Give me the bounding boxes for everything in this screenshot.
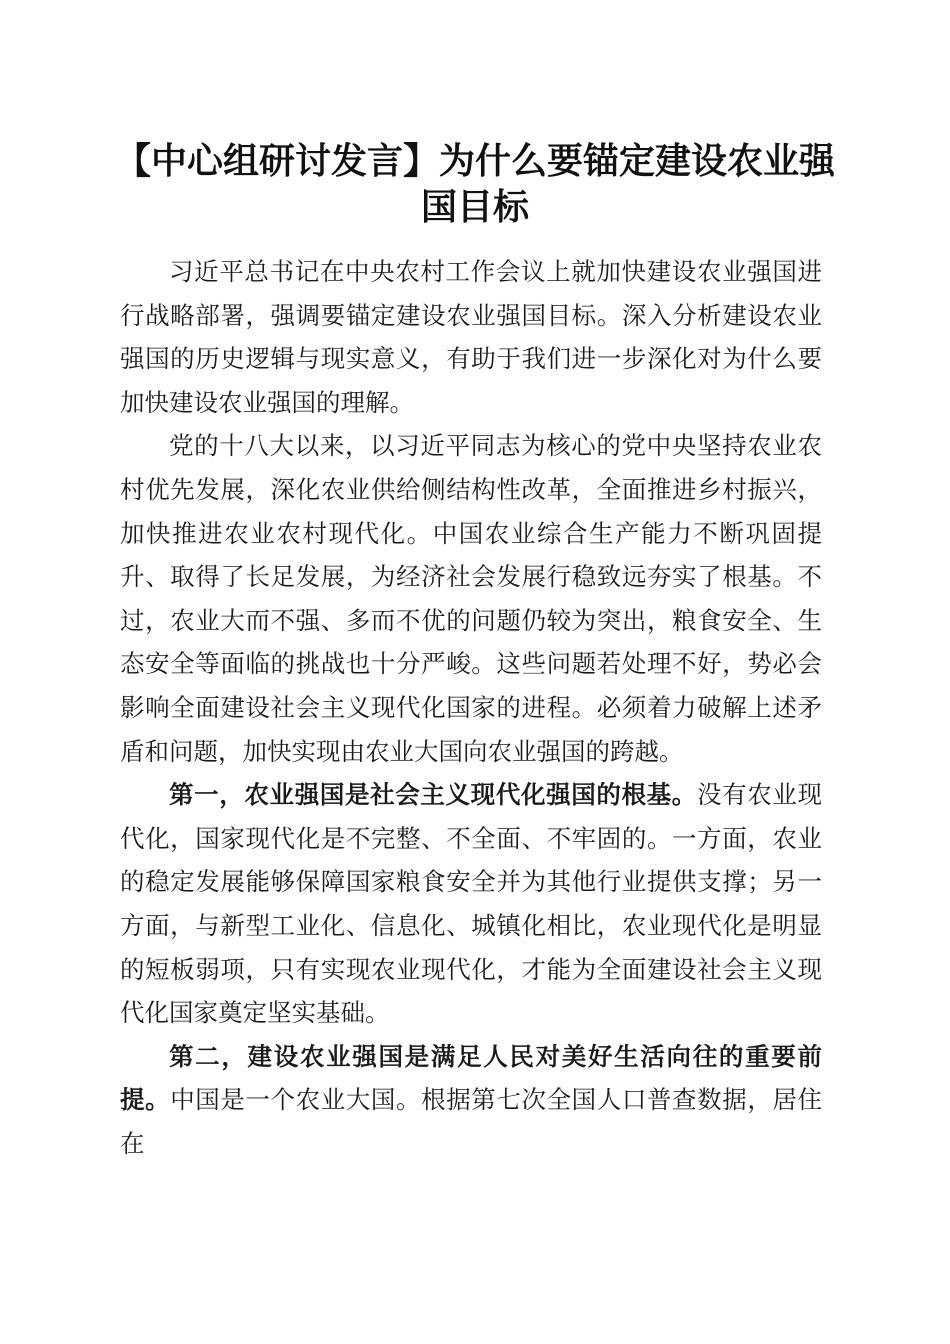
paragraph-text: 中国是一个农业大国。根据第七次全国人口普查数据，居住在	[120, 1085, 822, 1158]
paragraph-lead: 第一，农业强国是社会主义现代化强国的根基。	[169, 780, 697, 810]
paragraph-intro	[120, 250, 822, 424]
paragraph-text: 党的十八大以来，以习近平同志为核心的党中央坚持农业农村优先发展，深化农业供给侧结构性改革，全面推进乡村振兴，加快推进农业农村现代化。中国农业综合生产能力不断巩固提升、取得了长足发展，为经济社会发展行稳致远夯实了根基。不过，农业大而不强、多而不优的问题仍较为突出，粮食安全、生态安全等面临的挑战也十分严峻。这些问题若处理不好，势必会影响全面建设社会主义现代化国家的进程。必须着力破解上述矛盾和问题，加快实现由农业大国向农业强国的跨越。	[120, 431, 822, 766]
paragraph-lead: 第二，建设农业强国是满足人民对美好生活向往的重要前提。	[120, 1041, 822, 1115]
paragraph-background	[120, 424, 822, 773]
paragraph-first-point	[120, 773, 822, 1035]
paragraph-text: 习近平总书记在中央农村工作会议上就加快建设农业强国进行战略部署，强调要锚定建设农业强国目标。深入分析建设农业强国的历史逻辑与现实意义，有助于我们进一步深化对为什么要加快建设农业强国的理解。	[120, 257, 822, 417]
paragraph-text: 没有农业现代化，国家现代化是不完整、不全面、不牢固的。一方面，农业的稳定发展能够保障国家粮食安全并为其他行业提供支撑；另一方面，与新型工业化、信息化、城镇化相比，农业现代化是明显的短板弱项，只有实现农业现代化，才能为全面建设社会主义现代化国家奠定坚实基础。	[120, 780, 823, 1028]
document-title: 【中心组研讨发言】为什么要锚定建设农业强国目标	[114, 140, 835, 228]
document-body	[120, 250, 822, 1165]
paragraph-second-point	[120, 1035, 822, 1166]
